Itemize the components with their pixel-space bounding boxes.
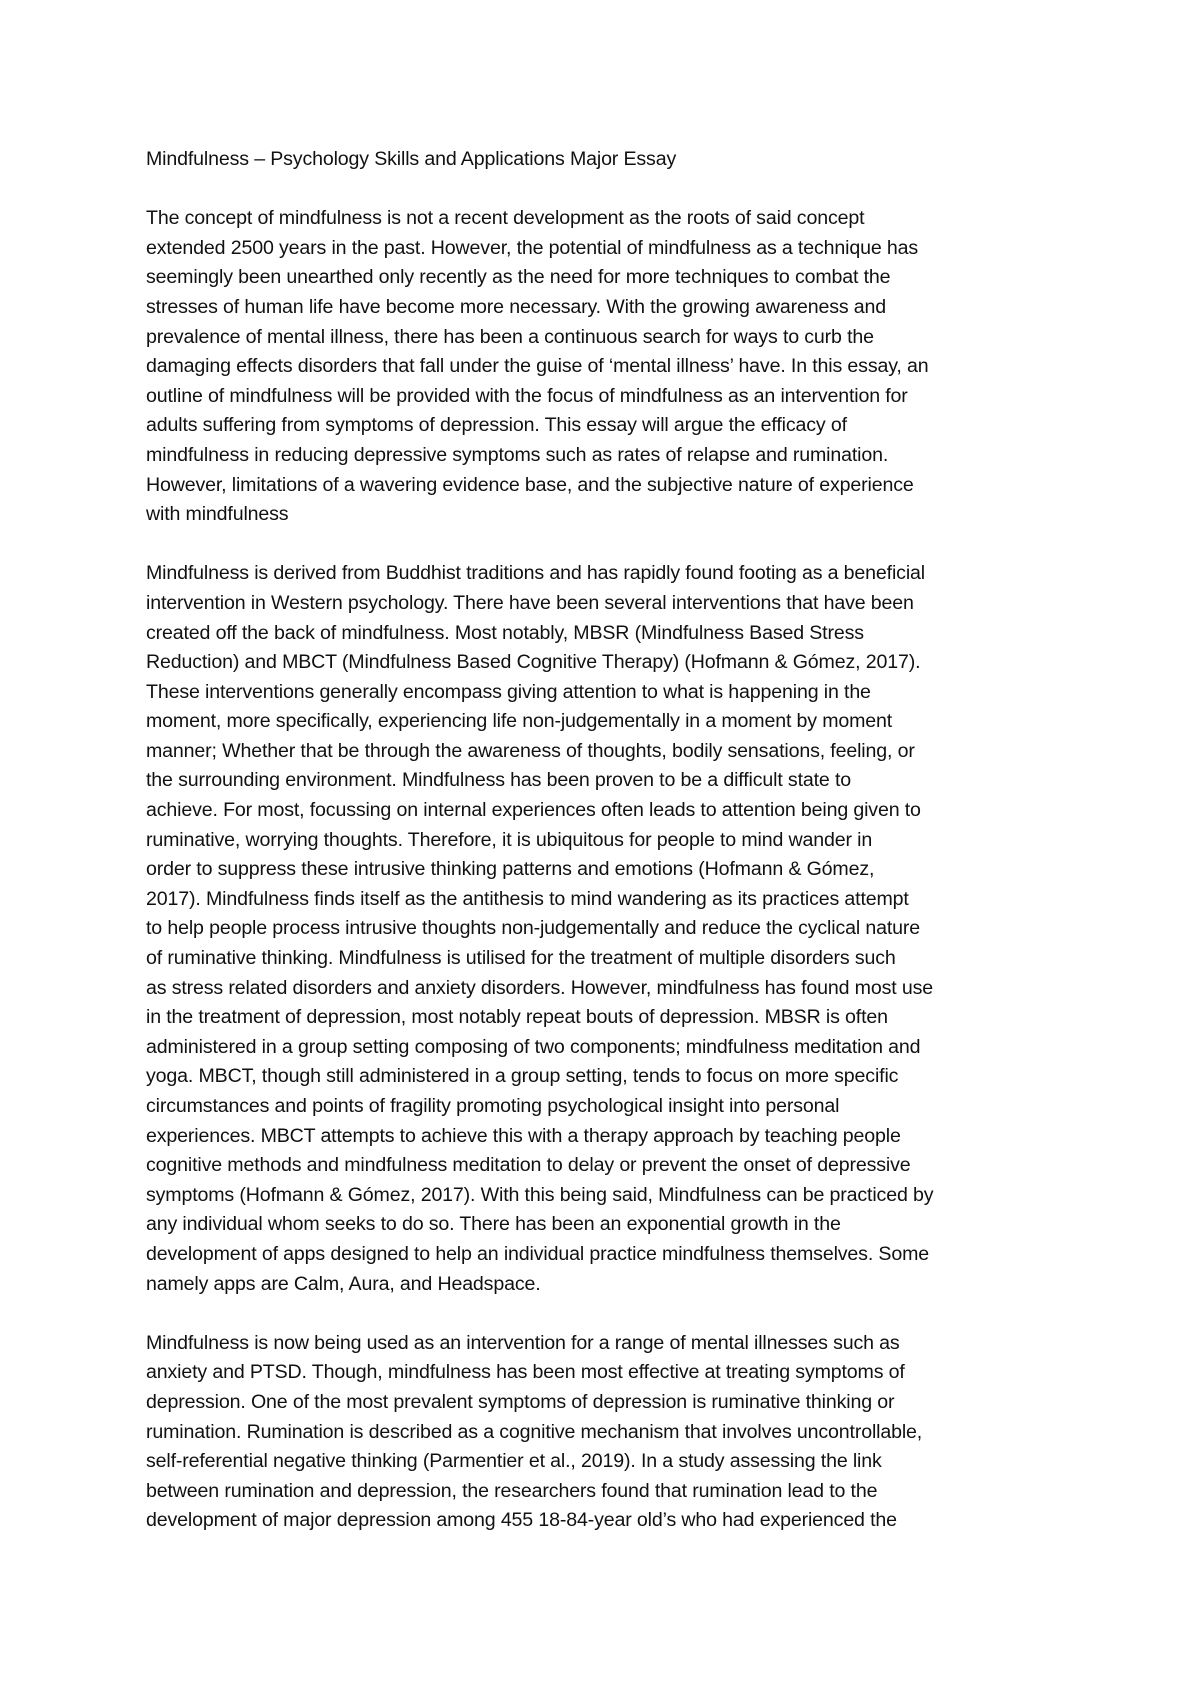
paragraph-line: outline of mindfulness will be provided with the focus of mindfulness as an intervention for <box>146 384 908 407</box>
paragraph-line: circumstances and points of fragility promoting psychological insight into personal <box>146 1095 840 1117</box>
paragraph-line: However, limitations of a wavering evidence base, and the subjective nature of experience <box>146 473 914 496</box>
essay-paragraph <box>146 204 1066 530</box>
paragraph-line: development of apps designed to help an individual practice mindfulness themselves. Some <box>146 1242 929 1265</box>
paragraph-line: These interventions generally encompass giving attention to what is happening in the <box>146 680 871 703</box>
paragraph-line: in the treatment of depression, most notably repeat bouts of depression. MBSR is often <box>146 1006 888 1029</box>
paragraph-line: self-referential negative thinking (Parmentier et al., 2019). In a study assessing the link <box>146 1450 882 1473</box>
paragraph-line: extended 2500 years in the past. However, the potential of mindfulness as a technique has <box>146 236 918 259</box>
paragraph-line: manner; Whether that be through the awareness of thoughts, bodily sensations, feeling, or <box>146 739 915 762</box>
paragraph-line: stresses of human life have become more necessary. With the growing awareness and <box>146 295 887 318</box>
paragraph-line: depression. One of the most prevalent symptoms of depression is ruminative thinking or <box>146 1390 895 1413</box>
paragraph-line: of ruminative thinking. Mindfulness is utilised for the treatment of multiple disorders such <box>146 947 896 970</box>
paragraph-line: Reduction) and MBCT (Mindfulness Based Cognitive Therapy) (Hofmann & Gómez, 2017). <box>146 651 921 674</box>
paragraph-line: 2017). Mindfulness finds itself as the antithesis to mind wandering as its practices attempt <box>146 887 909 910</box>
paragraph-line: order to suppress these intrusive thinking patterns and emotions (Hofmann & Gómez, <box>146 858 875 881</box>
document-body <box>146 145 1066 1566</box>
paragraph-line: prevalence of mental illness, there has been a continuous search for ways to curb the <box>146 325 874 348</box>
essay-title: Mindfulness – Psychology Skills and Applications Major Essay <box>146 148 677 170</box>
paragraph-line: namely apps are Calm, Aura, and Headspace. <box>146 1272 541 1295</box>
paragraph-line: the surrounding environment. Mindfulness has been proven to be a difficult state to <box>146 769 851 792</box>
essay-paragraph <box>146 559 1066 1299</box>
paragraph-line: between rumination and depression, the researchers found that rumination lead to the <box>146 1479 878 1502</box>
paragraph-line: ruminative, worrying thoughts. Therefore, it is ubiquitous for people to mind wander in <box>146 828 873 851</box>
paragraph-line: rumination. Rumination is described as a cognitive mechanism that involves uncontrollable, <box>146 1420 923 1443</box>
essay-paragraph <box>146 1329 1066 1536</box>
paragraph-line: yoga. MBCT, though still administered in a group setting, tends to focus on more specific <box>146 1065 899 1088</box>
paragraph-line: mindfulness in reducing depressive symptoms such as rates of relapse and rumination. <box>146 443 889 466</box>
paragraph-line: any individual whom seeks to do so. There has been an exponential growth in the <box>146 1213 841 1236</box>
paragraph-line: with mindfulness <box>146 503 289 526</box>
paragraph-line: administered in a group setting composing of two components; mindfulness meditation and <box>146 1035 921 1058</box>
paragraph-line: symptoms (Hofmann & Gómez, 2017). With this being said, Mindfulness can be practiced by <box>146 1183 934 1206</box>
paragraph-line: damaging effects disorders that fall under the guise of ‘mental illness’ have. In this essay, an <box>146 355 929 378</box>
paragraph-line: moment, more specifically, experiencing life non-judgementally in a moment by moment <box>146 710 893 733</box>
paragraph-line: seemingly been unearthed only recently as the need for more techniques to combat the <box>146 266 891 289</box>
paragraph-line: to help people process intrusive thoughts non-judgementally and reduce the cyclical nature <box>146 917 921 940</box>
paragraph-line: as stress related disorders and anxiety disorders. However, mindfulness has found most use <box>146 976 933 999</box>
paragraph-line: anxiety and PTSD. Though, mindfulness has been most effective at treating symptoms of <box>146 1361 905 1384</box>
paragraph-line: created off the back of mindfulness. Most notably, MBSR (Mindfulness Based Stress <box>146 621 864 644</box>
paragraph-line: The concept of mindfulness is not a recent development as the roots of said concept <box>146 207 865 230</box>
essay-paragraphs <box>146 204 1066 1536</box>
paragraph-line: Mindfulness is derived from Buddhist traditions and has rapidly found footing as a beneficial <box>146 562 925 585</box>
paragraph-line: intervention in Western psychology. There have been several interventions that have been <box>146 591 914 614</box>
paragraph-line: development of major depression among 455 18-84-year old’s who had experienced the <box>146 1509 897 1532</box>
paragraph-line: experiences. MBCT attempts to achieve this with a therapy approach by teaching people <box>146 1124 901 1147</box>
paragraph-line: adults suffering from symptoms of depression. This essay will argue the efficacy of <box>146 414 847 437</box>
paragraph-line: achieve. For most, focussing on internal experiences often leads to attention being given to <box>146 799 921 822</box>
paragraph-line: cognitive methods and mindfulness meditation to delay or prevent the onset of depressive <box>146 1154 911 1177</box>
paragraph-line: Mindfulness is now being used as an intervention for a range of mental illnesses such as <box>146 1331 900 1354</box>
